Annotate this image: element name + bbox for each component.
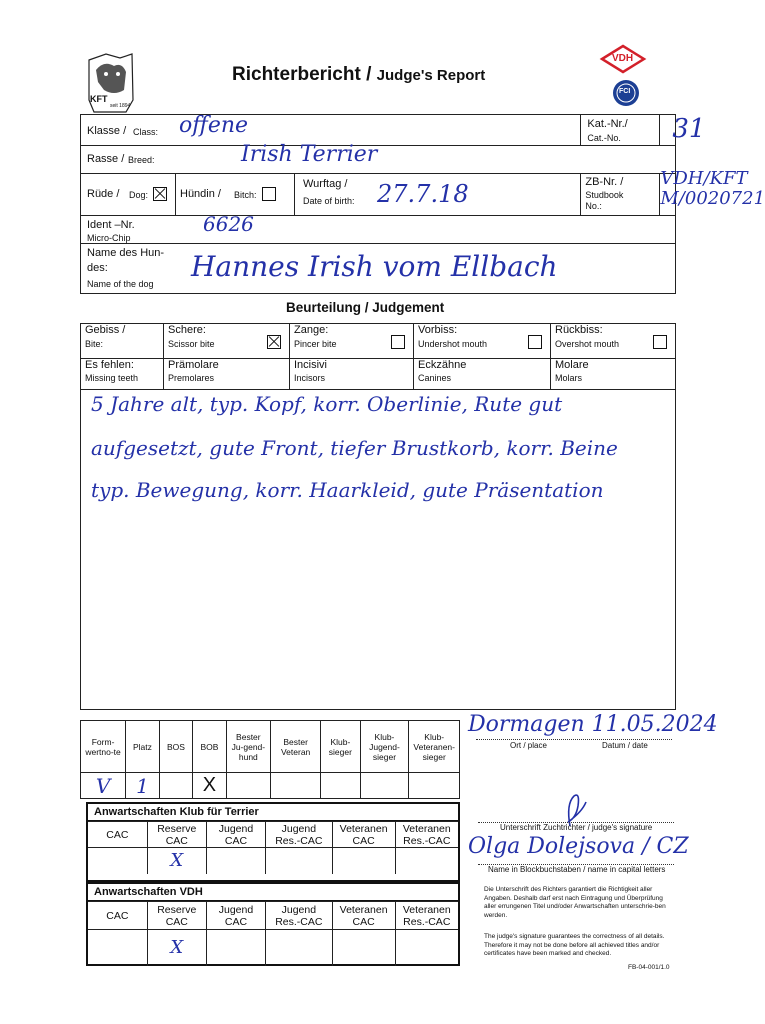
zb-value2: M/0020721 (660, 188, 765, 209)
zb-value-cell (660, 168, 765, 216)
dog-info-table (80, 113, 765, 294)
fci-logo (612, 79, 640, 107)
huendin-checkbox[interactable] (262, 187, 276, 201)
v-klub-veteran (409, 773, 460, 799)
signature-label: Unterschrift Zuchtrichter / judge's signature (500, 823, 653, 832)
eckzaehne-en: Canines (418, 373, 452, 383)
schere-label: Schere: (168, 324, 206, 336)
klub-v-reserve: X (147, 848, 206, 874)
vdh-cac: CAC (88, 902, 147, 930)
note-en: The judge's signature guarantees the correctness of all details. Therefore it may not be done before all achieved titles and/or certificates have been marked and checked. (484, 933, 665, 957)
ident-value: 6626 (203, 212, 254, 236)
ruede-en: Dog: (129, 190, 149, 200)
v-formwert: V (81, 773, 126, 799)
v-bester-veteran (271, 773, 321, 799)
h-bester-jugend: Bester Ju-gend-hund (226, 721, 270, 773)
ort-label: Ort / place (510, 741, 547, 750)
zange-cell (290, 324, 414, 359)
judgement-line-3: typ. Bewegung, korr. Haarkleid, gute Präsentation (91, 478, 604, 502)
kft-logo-text: KFT (90, 94, 108, 104)
vdh-section (86, 882, 460, 966)
klub-v-veteranen (332, 848, 395, 874)
wurftag-cell (295, 174, 581, 216)
vdh-veteranen: Veteranen CAC (332, 902, 395, 930)
h-platz: Platz (126, 721, 160, 773)
rasse-label: Rasse / (87, 153, 125, 165)
zange-label: Zange: (294, 324, 329, 336)
eckzaehne-cell (414, 359, 551, 390)
klub-jugend-res: Jugend Res.-CAC (266, 822, 333, 848)
klasse-en: Class: (133, 127, 159, 137)
name-label: Name in Blockbuchstaben / name in capital letters (488, 865, 666, 874)
vdh-jugend: Jugend CAC (206, 902, 265, 930)
rasse-value: Irish Terrier (241, 142, 378, 167)
v-platz: 1 (126, 773, 160, 799)
kft-logo (86, 50, 136, 116)
klub-reserve: Reserve CAC (147, 822, 206, 848)
zange-en: Pincer bite (294, 339, 337, 349)
molare-label: Molare (555, 359, 589, 371)
rasse-cell (81, 142, 676, 174)
zb-en2: No.: (585, 201, 602, 211)
name-label2: des: (87, 262, 108, 274)
title-separator: / (360, 64, 377, 85)
h-klub-jugend: Klub-Jugend-sieger (360, 721, 409, 773)
ident-cell (81, 212, 676, 244)
note-de: Die Unterschrift des Richters garantiert die Richtigkeit aller Angaben. Deshalb darf erst nach Eintragung und Überprüfung aller errungenen Titel und/oder Anwartschaften unterschrie-ben werden. (484, 886, 666, 919)
name-en: Name of the dog (87, 279, 154, 289)
klub-v-jugend (206, 848, 265, 874)
vdh-v-jugend (206, 930, 265, 966)
vorbiss-label: Vorbiss: (418, 324, 458, 336)
h-bos: BOS (159, 721, 192, 773)
title-english: Judge's Report (376, 67, 486, 84)
name-value: Hannes Irish vom Ellbach (191, 250, 558, 283)
klub-v-veteranen-res (395, 848, 458, 874)
klub-section (86, 802, 460, 882)
place-date-value: Dormagen 11.05.2024 (468, 712, 718, 737)
h-klub-veteran: Klub-Veteranen-sieger (409, 721, 460, 773)
klub-veteranen: Veteranen CAC (332, 822, 395, 848)
schere-cell (164, 324, 290, 359)
results-table (80, 720, 460, 799)
datum-label: Datum / date (602, 741, 648, 750)
rueckbiss-checkbox[interactable] (653, 335, 667, 349)
vdh-v-veteranen (332, 930, 395, 966)
gebiss-cell (81, 324, 164, 359)
ruede-cell (81, 174, 176, 216)
fehlen-en: Missing teeth (85, 373, 139, 383)
v-bester-jugend (226, 773, 270, 799)
wurftag-en: Date of birth: (303, 196, 355, 206)
rasse-en: Breed: (128, 155, 155, 165)
v-klubsieger (321, 773, 360, 799)
h-bob: BOB (193, 721, 226, 773)
molare-cell (551, 359, 676, 390)
praemolare-cell (164, 359, 290, 390)
ruede-label: Rüde / (87, 188, 120, 200)
gebiss-en: Bite: (85, 339, 104, 349)
huendin-cell (176, 174, 295, 216)
v-bos (159, 773, 192, 799)
incisivi-label: Incisivi (294, 359, 328, 371)
huendin-en: Bitch: (234, 190, 257, 200)
huendin-label: Hündin / (180, 188, 221, 200)
v-klub-jugend (360, 773, 409, 799)
zb-label: ZB-Nr. / (585, 176, 624, 188)
vdh-v-reserve: X (147, 930, 206, 966)
zb-label-cell (581, 174, 660, 216)
vdh-jugend-res: Jugend Res.-CAC (266, 902, 333, 930)
judgement-title: Beurteilung / Judgement (286, 300, 445, 315)
h-bester-veteran: Bester Veteran (271, 721, 321, 773)
place-date-line (476, 739, 672, 740)
vdh-title: Anwartschaften VDH (88, 884, 458, 901)
klub-cac: CAC (88, 822, 147, 848)
rueckbiss-en: Overshot mouth (555, 339, 620, 349)
wurftag-value: 27.7.18 (377, 180, 469, 208)
fehlen-label: Es fehlen: (85, 359, 134, 371)
molare-en: Molars (555, 373, 583, 383)
rueckbiss-cell (551, 324, 676, 359)
vorbiss-en: Undershot mouth (418, 339, 488, 349)
kft-logo-sub: seit 1894 (110, 103, 131, 109)
vdh-reserve: Reserve CAC (147, 902, 206, 930)
klub-v-cac (88, 848, 147, 874)
zange-checkbox[interactable] (391, 335, 405, 349)
zb-value1: VDH/KFT (660, 168, 748, 189)
praemolare-en: Premolares (168, 373, 215, 383)
judgement-text-area (80, 390, 676, 710)
klub-table (88, 821, 458, 874)
incisivi-cell (290, 359, 414, 390)
eckzaehne-label: Eckzähne (418, 359, 467, 371)
ruede-checkbox[interactable] (153, 187, 167, 201)
kat-value-cell (660, 114, 706, 146)
h-formwert: Form-wertno-te (81, 721, 126, 773)
klasse-label: Klasse / (87, 125, 127, 137)
vdh-v-cac (88, 930, 147, 966)
wurftag-label: Wurftag / (303, 178, 348, 190)
fci-logo-text: FCI (619, 88, 631, 95)
klub-jugend: Jugend CAC (206, 822, 265, 848)
title-main: Richterbericht (232, 64, 361, 85)
v-bob: X (193, 773, 226, 799)
klub-veteranen-res: Veteranen Res.-CAC (395, 822, 458, 848)
name-cell (81, 244, 676, 294)
vdh-v-jugend-res (266, 930, 333, 966)
form-code: FB-04-001/1.0 (628, 964, 670, 971)
schere-checkbox[interactable] (267, 335, 281, 349)
vorbiss-cell (414, 324, 551, 359)
ident-en: Micro-Chip (87, 233, 131, 243)
incisivi-en: Incisors (294, 373, 326, 383)
vdh-veteranen-res: Veteranen Res.-CAC (395, 902, 458, 930)
gebiss-label: Gebiss / (85, 324, 126, 336)
judgement-line-1: 5 Jahre alt, typ. Kopf, korr. Oberlinie, Rute gut (91, 392, 563, 416)
kat-label-cell (581, 115, 660, 146)
kat-en: Cat.-No. (587, 133, 621, 143)
vdh-table (88, 901, 458, 966)
judgement-line-2: aufgesetzt, gute Front, tiefer Brustkorb, korr. Beine (91, 436, 618, 460)
klub-v-jugend-res (266, 848, 333, 874)
ident-label: Ident –Nr. (87, 219, 135, 231)
klasse-cell (81, 115, 581, 146)
bite-table (80, 323, 676, 390)
vorbiss-checkbox[interactable] (528, 335, 542, 349)
kat-label: Kat.-Nr./ (587, 118, 628, 130)
judge-name-value: Olga Dolejsova / CZ (468, 834, 689, 859)
vdh-logo (600, 44, 646, 74)
vdh-v-veteranen-res (395, 930, 458, 966)
page-title (232, 64, 485, 86)
fehlen-cell (81, 359, 164, 390)
schere-en: Scissor bite (168, 339, 215, 349)
rueckbiss-label: Rückbiss: (555, 324, 603, 336)
zb-en1: Studbook (585, 190, 624, 200)
praemolare-label: Prämolare (168, 359, 219, 371)
name-label1: Name des Hun- (87, 247, 165, 259)
klub-title: Anwartschaften Klub für Terrier (88, 804, 458, 821)
vdh-logo-text: VDH (612, 53, 634, 64)
h-klubsieger: Klub-sieger (321, 721, 360, 773)
kat-value: 31 (672, 114, 706, 144)
klasse-value: offene (179, 113, 249, 138)
